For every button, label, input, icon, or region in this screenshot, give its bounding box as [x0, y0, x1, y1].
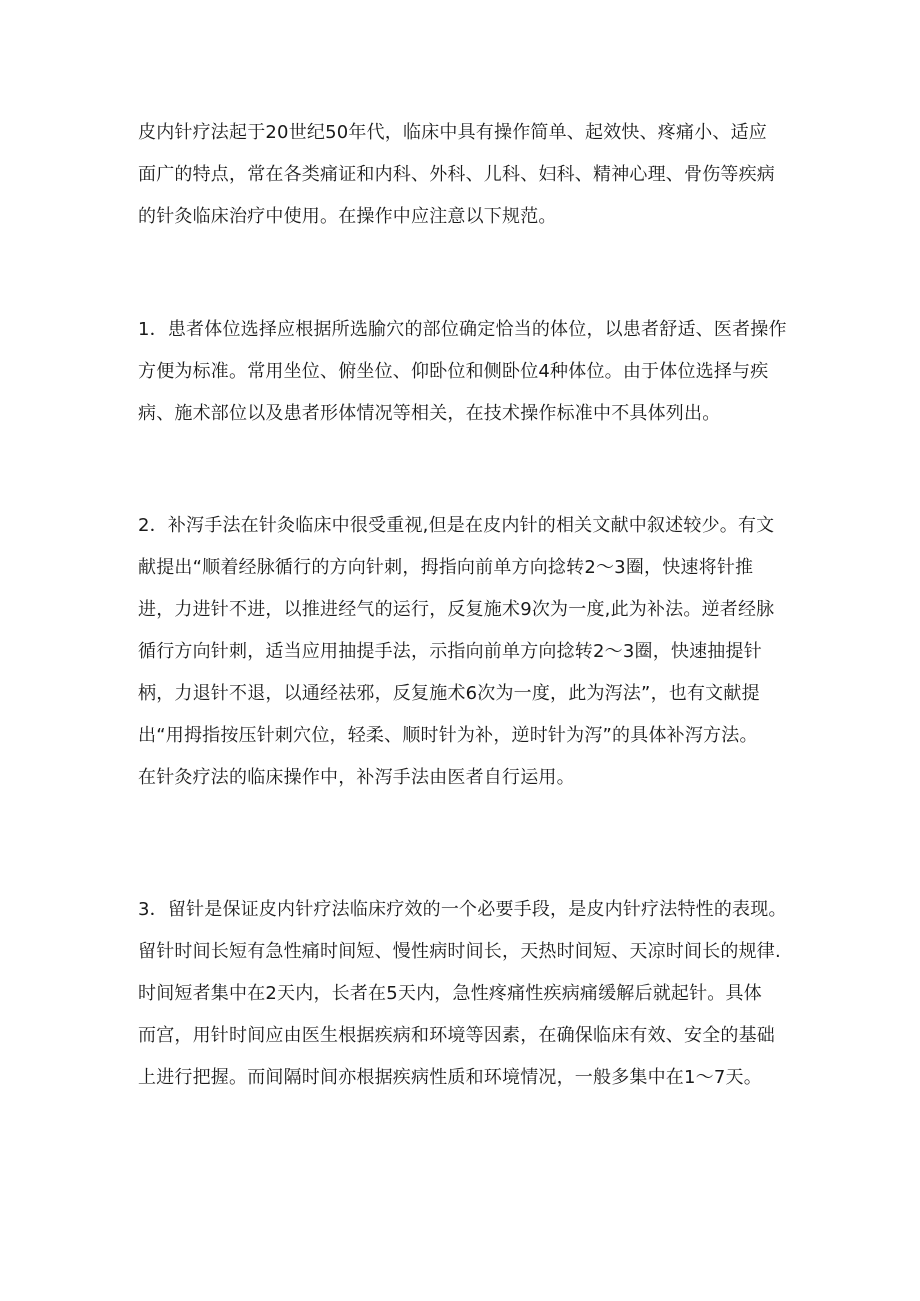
paragraph-intro: [138, 112, 798, 238]
text-line: 2．补泻手法在针灸临床中很受重视,但是在皮内针的相关文献中叙述较少。有文: [138, 515, 775, 536]
paragraph-item-3: [138, 889, 798, 1099]
text-line: 进，力进针不进，以推进经气的运行，反复施术9次为一度,此为补法。逆者经脉: [138, 599, 775, 620]
paragraph-item-1: [138, 309, 798, 435]
text-line: 柄，力退针不退，以通经祛邪，反复施术6次为一度，此为泻法”，也有文献提: [138, 683, 760, 704]
text-line: 在针灸疗法的临床操作中，补泻手法由医者自行运用。: [138, 767, 575, 788]
text-line: 出“用拇指按压针刺穴位，轻柔、顺时针为补，逆时针为泻”的具体补泻方法。: [138, 725, 758, 746]
text-line: 而宫，用针时间应由医生根据疾病和环境等因素，在确保临床有效、安全的基础: [138, 1025, 775, 1046]
text-line: 方便为标准。常用坐位、俯坐位、仰卧位和侧卧位4种体位。由于体位选择与疾: [138, 361, 769, 382]
text-line: 病、施术部位以及患者形体情况等相关，在技术操作标准中不具体列出。: [138, 403, 721, 424]
text-line: 上进行把握。而间隔时间亦根据疾病性质和环境情况，一般多集中在1～7天。: [138, 1067, 762, 1088]
text-line: 面广的特点，常在各类痛证和内科、外科、儿科、妇科、精神心理、骨伤等疾病: [138, 164, 775, 185]
text-line: 皮内针疗法起于20世纪50年代，临床中具有操作简单、起效快、疼痛小、适应: [138, 122, 768, 143]
text-line: 的针灸临床治疗中使用。在操作中应注意以下规范。: [138, 206, 557, 227]
paragraph-item-2: [138, 505, 798, 799]
text-line: 留针时间长短有急性痛时间短、慢性病时间长，天热时间短、天凉时间长的规律.: [138, 941, 781, 962]
text-line: 3．留针是保证皮内针疗法临床疗效的一个必要手段，是皮内针疗法特性的表现。: [138, 899, 787, 920]
text-line: 时间短者集中在2天内，长者在5天内，急性疼痛性疾病痛缓解后就起针。具体: [138, 983, 762, 1004]
text-line: 循行方向针刺，适当应用抽提手法，示指向前单方向捻转2～3圈，快速抽提针: [138, 641, 762, 662]
text-line: 献提出“顺着经脉循行的方向针刺，拇指向前单方向捻转2～3圈，快速将针推: [138, 557, 754, 578]
text-line: 1．患者体位选择应根据所选腧穴的部位确定恰当的体位，以患者舒适、医者操作: [138, 319, 787, 340]
